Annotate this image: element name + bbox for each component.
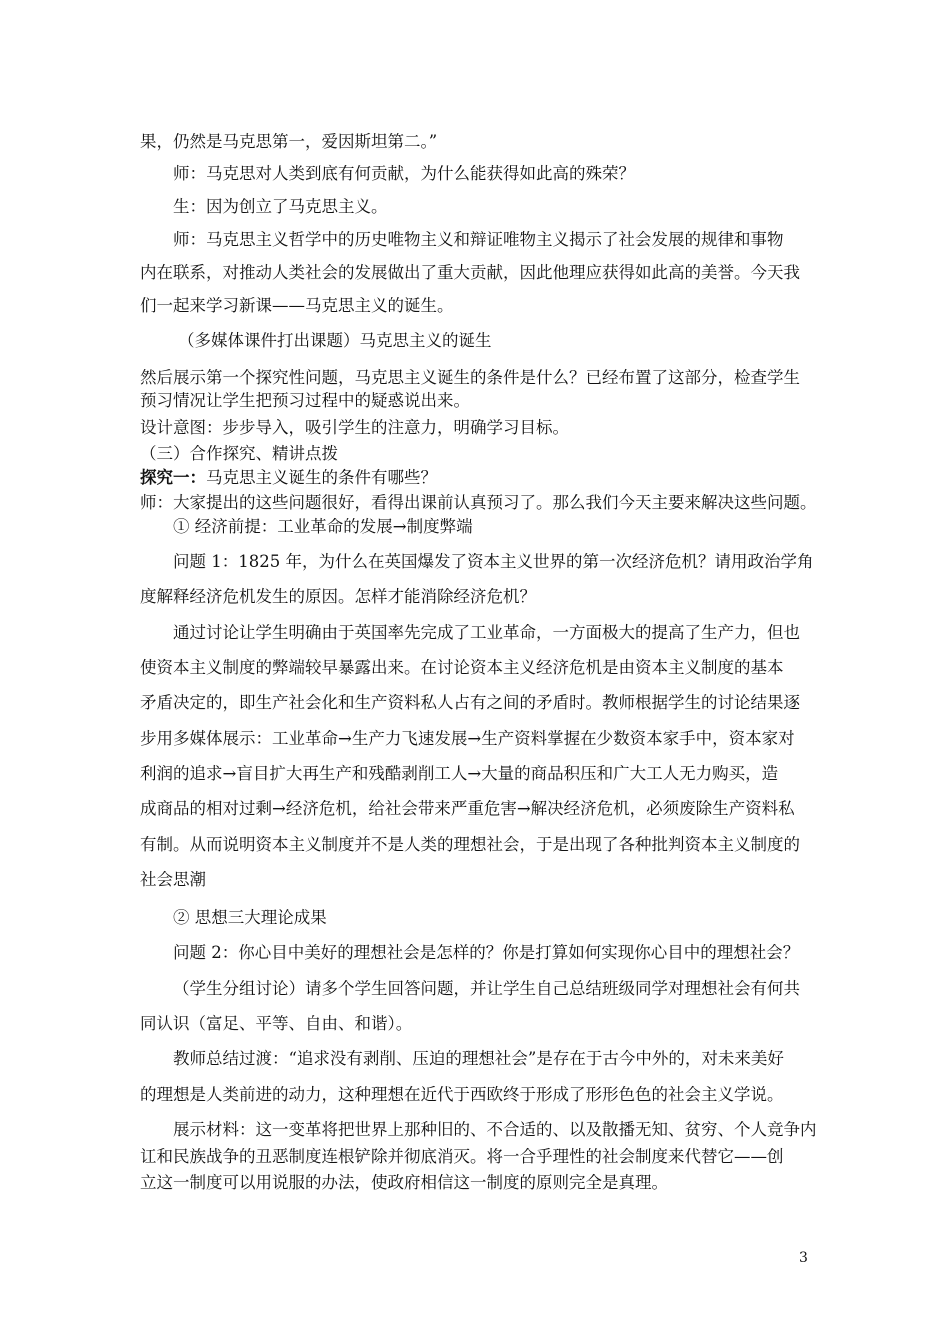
paragraph-line: 同认识（富足、平等、自由、和谐）。 xyxy=(140,1014,413,1033)
paragraph-line: 设计意图：步步导入，吸引学生的注意力，明确学习目标。 xyxy=(140,418,569,437)
paragraph-line: 利润的追求→盲目扩大再生产和残酷剥削工人→大量的商品积压和广大工人无力购买，造 xyxy=(140,764,779,783)
paragraph-line: 师：大家提出的这些问题很好，看得出课前认真预习了。那么我们今天主要来解决这些问题。 xyxy=(140,493,817,512)
paragraph-line: 生：因为创立了马克思主义。 xyxy=(173,197,388,216)
paragraph-line: 有制。从而说明资本主义制度并不是人类的理想社会，于是出现了各种批判资本主义制度的 xyxy=(140,835,800,854)
paragraph-line: 度解释经济危机发生的原因。怎样才能消除经济危机？ xyxy=(140,587,536,606)
paragraph-line: 们一起来学习新课——马克思主义的诞生。 xyxy=(140,296,454,315)
paragraph-line: 师：马克思主义哲学中的历史唯物主义和辩证唯物主义揭示了社会发展的规律和事物 xyxy=(173,230,784,249)
paragraph-line: 立这一制度可以用说服的办法，使政府相信这一制度的原则完全是真理。 xyxy=(140,1173,668,1192)
paragraph-line: 然后展示第一个探究性问题，马克思主义诞生的条件是什么？已经布置了这部分，检查学生 xyxy=(140,368,800,387)
paragraph-line: ② 思想三大理论成果 xyxy=(173,908,327,927)
paragraph-line: 讧和民族战争的丑恶制度连根铲除并彻底消灭。将一合乎理性的社会制度来代替它——创 xyxy=(140,1147,784,1166)
paragraph-line: 步用多媒体展示：工业革命→生产力飞速发展→生产资料掌握在少数资本家手中，资本家对 xyxy=(140,729,795,748)
section-heading: （三）合作探究、精讲点拨 xyxy=(140,444,338,463)
paragraph-line: 社会思潮 xyxy=(140,870,206,889)
paragraph-line: 内在联系，对推动人类社会的发展做出了重大贡献，因此他理应获得如此高的美誉。今天我 xyxy=(140,263,800,282)
paragraph-line: 预习情况让学生把预习过程中的疑惑说出来。 xyxy=(140,391,470,410)
paragraph-line: 教师总结过渡：“追求没有剥削、压迫的理想社会”是存在于古今中外的，对未来美好 xyxy=(173,1049,784,1068)
paragraph-line: 展示材料：这一变革将把世界上那种旧的、不合适的、以及散播无知、贫穷、个人竞争内 xyxy=(173,1120,817,1139)
paragraph-line: （学生分组讨论）请多个学生回答问题，并让学生自己总结班级同学对理想社会有何共 xyxy=(173,979,800,998)
paragraph-line: （多媒体课件打出课题）马克思主义的诞生 xyxy=(178,331,492,350)
paragraph-line: 通过讨论让学生明确由于英国率先完成了工业革命，一方面极大的提高了生产力，但也 xyxy=(173,623,800,642)
paragraph-line: 的理想是人类前进的动力，这种理想在近代于西欧终于形成了形形色色的社会主义学说。 xyxy=(140,1085,784,1104)
paragraph-line: 问题 1：1825 年，为什么在英国爆发了资本主义世界的第一次经济危机？请用政治学角 xyxy=(173,552,814,571)
explore-text: 马克思主义诞生的条件有哪些？ xyxy=(206,468,437,487)
paragraph-line: 师：马克思对人类到底有何贡献，为什么能获得如此高的殊荣？ xyxy=(173,164,635,183)
explore-label: 探究一： xyxy=(140,468,206,487)
paragraph-line: ① 经济前提：工业革命的发展→制度弊端 xyxy=(173,517,473,536)
paragraph-line: 使资本主义制度的弊端较早暴露出来。在讨论资本主义经济危机是由资本主义制度的基本 xyxy=(140,658,784,677)
page-number: 3 xyxy=(799,1250,808,1266)
paragraph-line: 问题 2：你心目中美好的理想社会是怎样的？你是打算如何实现你心目中的理想社会？ xyxy=(173,943,800,962)
paragraph-line: 果，仍然是马克思第一，爱因斯坦第二。” xyxy=(140,132,438,151)
paragraph-line: 成商品的相对过剩→经济危机，给社会带来严重危害→解决经济危机，必须废除生产资料私 xyxy=(140,799,795,818)
paragraph-line: 矛盾决定的，即生产社会化和生产资料私人占有之间的矛盾时。教师根据学生的讨论结果逐 xyxy=(140,693,800,712)
explore-question xyxy=(140,467,437,489)
